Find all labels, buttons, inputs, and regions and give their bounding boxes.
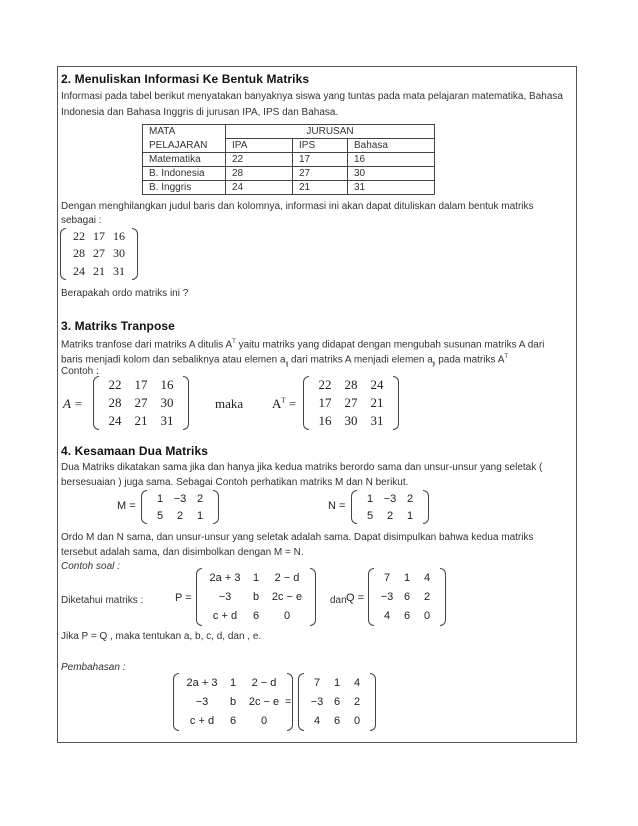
matrix-cell: 21	[93, 263, 105, 278]
matrix-p	[196, 568, 316, 626]
matrix-cell: 6	[403, 610, 411, 623]
table-header-ipa: IPA	[226, 139, 293, 153]
matrix-cell: 22	[318, 377, 332, 392]
table-header-jurusan: JURUSAN	[226, 125, 435, 139]
matrix-cell: 1	[333, 676, 341, 689]
matrix-cell: 2 − d	[274, 571, 300, 584]
matrix-cell: 1	[406, 509, 414, 522]
matrix-cell: 0	[260, 715, 268, 728]
matrix-cell: 21	[370, 395, 384, 410]
matrix-at-label: $A^T$ =	[272, 396, 297, 411]
matrix-cell: 27	[134, 395, 148, 410]
matrix-m-label: M =	[117, 500, 136, 512]
contoh-soal-label: Contoh soal :	[61, 561, 120, 572]
matrix-cell: b	[252, 590, 260, 603]
section-2-paragraph-line-2: Indonesia dan Bahasa Inggris di jurusan IPA, IPS dan Bahasa.	[61, 107, 339, 118]
matrix-cell: 24	[108, 413, 122, 428]
table-header-mata: MATA	[143, 125, 226, 139]
matrix-p-label: P =	[175, 592, 192, 604]
matrix-cell: 28	[73, 246, 85, 261]
matrix-cell: −3	[218, 590, 232, 603]
matrix-cell: 16	[113, 229, 125, 244]
matrix-q	[368, 568, 446, 626]
matrix-cell: 1	[252, 571, 260, 584]
section-2-paragraph-line-1: Informasi pada tabel berikut menyatakan banyaknya siswa yang tuntas pada mata pelajaran matematika, Bahasa	[61, 91, 563, 102]
matrix-a-label: A =	[63, 396, 83, 411]
section-4-paragraph-line-3: Ordo M dan N sama, dan unsur-unsur yang seletak adalah sama. Dapat disimpulkan bahwa kedua matriks	[61, 532, 534, 543]
matrix-cell: 17	[134, 377, 148, 392]
matrix-cell: 16	[318, 413, 332, 428]
section-3-title: 3. Matriks Tranpose	[61, 319, 175, 333]
matrix-cell: 2	[176, 509, 184, 522]
matrix-cell: 21	[134, 413, 148, 428]
table-cell: 30	[348, 167, 435, 181]
section-2-title: 2. Menuliskan Informasi Ke Bentuk Matriks	[61, 72, 310, 86]
matrix-cell: 0	[283, 610, 291, 623]
pembahasan-label: Pembahasan :	[61, 662, 126, 673]
matrix-cell: 1	[403, 571, 411, 584]
matrix-q-label: Q =	[346, 592, 365, 604]
matrix-cell: 0	[423, 610, 431, 623]
table-cell: Matematika	[143, 153, 226, 167]
matrix-cell: 6	[333, 695, 341, 708]
matrix-p-equation	[173, 673, 293, 731]
matrix-cell: 24	[370, 377, 384, 392]
section-4-paragraph-line-1: Dua Matriks dikatakan sama jika dan hanya jika kedua matriks berordo sama dan unsur-unsur yang seletak (	[61, 462, 543, 473]
matrix-cell: 17	[93, 229, 105, 244]
table-cell: 21	[293, 181, 348, 195]
matrix-cell: −3	[195, 695, 209, 708]
matrix-cell: 2a + 3	[209, 571, 241, 584]
table-cell: 31	[348, 181, 435, 195]
matrix-cell: 30	[160, 395, 174, 410]
matrix-cell: 31	[160, 413, 174, 428]
matrix-cell: 2a + 3	[186, 676, 218, 689]
matrix-cell: 27	[93, 246, 105, 261]
matrix-cell: 7	[383, 571, 391, 584]
matrix-cell: −3	[383, 492, 397, 505]
matrix-cell: 22	[73, 229, 85, 244]
equals-sign: =	[285, 696, 292, 708]
diketahui-label: Diketahui matriks :	[61, 595, 144, 606]
matrix-cell: 24	[73, 263, 85, 278]
matrix-cell: 28	[344, 377, 358, 392]
matrix-cell: 2c − e	[271, 590, 303, 603]
matrix-cell: 2	[353, 695, 361, 708]
matrix-cell: −3	[173, 492, 187, 505]
matrix-cell: 5	[366, 509, 374, 522]
matrix-cell: 1	[196, 509, 204, 522]
section-3-paragraph-line-2: baris menjadi kolom dan sebaliknya atau elemen $a_{ij}$ dari matriks A menjadi elemen $a_{ji}$ pada matriks $A^T$	[61, 354, 509, 368]
table-row	[143, 153, 435, 167]
matrix-a-transpose	[303, 376, 399, 430]
matrix-cell: 28	[108, 395, 122, 410]
table-cell: 17	[293, 153, 348, 167]
table-cell: 16	[348, 153, 435, 167]
matrix-cell: 6	[333, 715, 341, 728]
section-2-paragraph-line-3: Dengan menghilangkan judul baris dan kolomnya, informasi ini akan dapat dituliskan dalam bentuk matriks	[61, 201, 534, 212]
section-4-title: 4. Kesamaan Dua Matriks	[61, 444, 209, 458]
matrix-cell: 5	[156, 509, 164, 522]
matrix-cell: 2	[406, 492, 414, 505]
matrix-cell: −3	[310, 695, 324, 708]
matrix-q-equation	[298, 673, 376, 731]
matrix-cell: 6	[403, 590, 411, 603]
section-2-question: Berapakah ordo matriks ini ?	[61, 288, 189, 299]
matrix-cell: 2c − e	[248, 695, 280, 708]
matrix-cell: 6	[229, 715, 237, 728]
maka-label: maka	[215, 396, 244, 411]
matrix-cell: 22	[108, 377, 122, 392]
info-matrix	[60, 228, 138, 280]
table-header-ips: IPS	[293, 139, 348, 153]
jika-text: Jika P = Q , maka tentukan a, b, c, d, dan , e.	[61, 631, 262, 642]
matrix-cell: 30	[113, 246, 125, 261]
matrix-cell: c + d	[212, 610, 238, 623]
table-cell: B. Indonesia	[143, 167, 226, 181]
table-header-pelajaran: PELAJARAN	[143, 139, 226, 153]
matrix-cell: 2	[423, 590, 431, 603]
matrix-cell: 2 − d	[251, 676, 277, 689]
matrix-cell: 4	[423, 571, 431, 584]
table-row	[143, 167, 435, 181]
matrix-cell: 1	[366, 492, 374, 505]
matrix-cell: 6	[252, 610, 260, 623]
matrix-cell: −3	[380, 590, 394, 603]
table-cell: 27	[293, 167, 348, 181]
matrix-cell: 2	[196, 492, 204, 505]
matrix-cell: 17	[318, 395, 332, 410]
section-3-paragraph-line-1: Matriks tranfose dari matriks A ditulis $A^T$ yaitu matriks yang didapat dengan mengubah susunan matriks A dari	[61, 339, 545, 351]
matrix-cell: 1	[156, 492, 164, 505]
section-4-paragraph-line-2: bersesuaian ) juga sama. Sebagai Contoh perhatikan matriks M dan N berikut.	[61, 477, 409, 488]
table-cell: B. Inggris	[143, 181, 226, 195]
matrix-cell: 2	[386, 509, 394, 522]
matrix-cell: 31	[113, 263, 125, 278]
matrix-cell: 27	[344, 395, 358, 410]
matrix-n	[351, 490, 429, 524]
matrix-m	[141, 490, 219, 524]
matrix-cell: b	[229, 695, 237, 708]
table-cell: 24	[226, 181, 293, 195]
matrix-cell: 0	[353, 715, 361, 728]
matrix-cell: 4	[313, 715, 321, 728]
table-row	[143, 181, 435, 195]
table-cell: 28	[226, 167, 293, 181]
section-3-example-label: Contoh :	[61, 366, 99, 377]
matrix-cell: 4	[383, 610, 391, 623]
section-2-paragraph-line-4: sebagai :	[61, 215, 102, 226]
matrix-n-label: N =	[328, 500, 346, 512]
matrix-cell: 30	[344, 413, 358, 428]
table-cell: 22	[226, 153, 293, 167]
matrix-cell: 4	[353, 676, 361, 689]
matrix-cell: 7	[313, 676, 321, 689]
matrix-cell: c + d	[189, 715, 215, 728]
table-header-bahasa: Bahasa	[348, 139, 435, 153]
matrix-a	[93, 376, 189, 430]
matrix-cell: 31	[370, 413, 384, 428]
dan-label: dan	[330, 595, 347, 606]
matrix-cell: 16	[160, 377, 174, 392]
matrix-cell: 1	[229, 676, 237, 689]
section-4-paragraph-line-4: tersebut adalah sama, dan disimbolkan dengan M = N.	[61, 547, 304, 558]
info-table	[142, 124, 435, 195]
